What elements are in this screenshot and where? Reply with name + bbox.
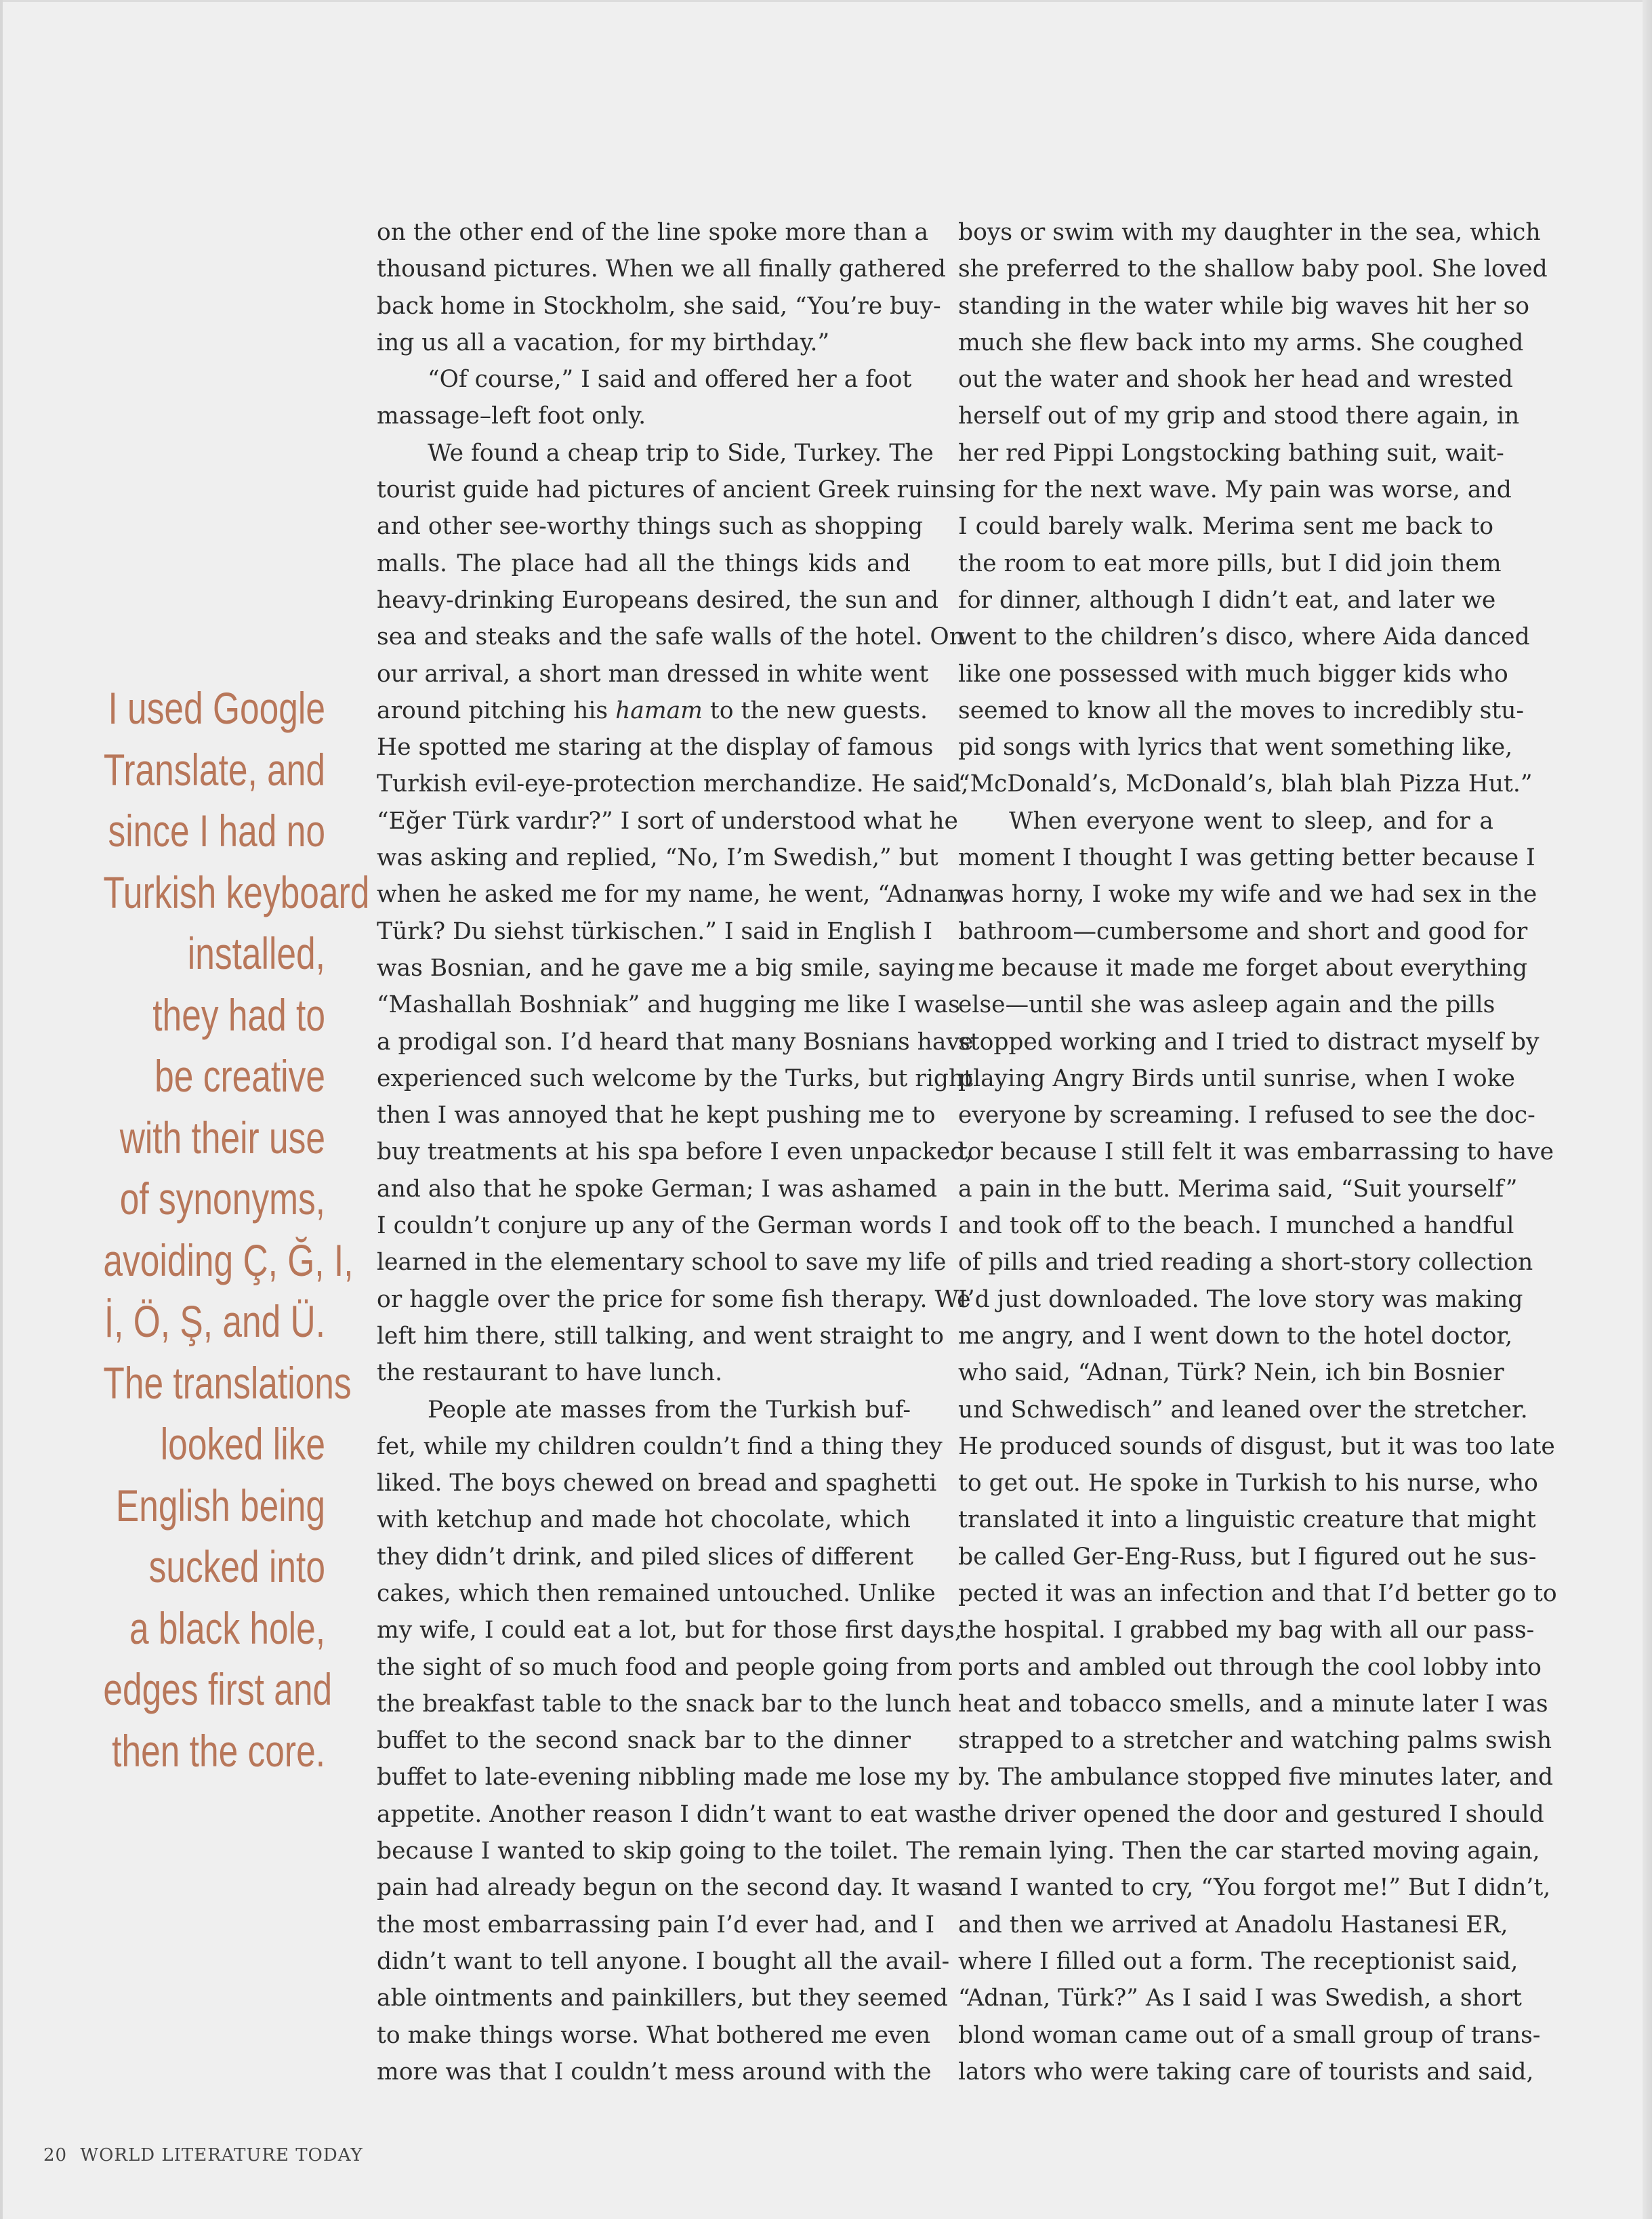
text-line: out the water and shook her head and wrested: [958, 366, 1514, 394]
text-line: more was that I couldn’t mess around with the: [377, 2058, 932, 2086]
text-line: He produced sounds of disgust, but it was too late: [958, 1432, 1555, 1460]
text-line: the sight of so much food and people going from: [377, 1653, 953, 1681]
text-line: ports and ambled out through the cool lobby into: [958, 1653, 1542, 1681]
text-line: fet, while my children couldn’t find a thing they: [377, 1432, 943, 1460]
text-line: where I filled out a form. The receptionist said,: [958, 1947, 1519, 1975]
text-line: sea and steaks and the safe walls of the hotel. On: [377, 623, 964, 651]
text-line: was horny, I woke my wife and we had sex in the: [958, 881, 1537, 909]
text-line: blond woman came out of a small group of trans-: [958, 2021, 1541, 2049]
text-line: was Bosnian, and he gave me a big smile, saying: [377, 954, 955, 982]
text-line: the room to eat more pills, but I did join them: [958, 549, 1502, 577]
text-line: a prodigal son. I’d heard that many Bosnians have: [377, 1028, 974, 1056]
text-line: translated it into a linguistic creature that might: [958, 1506, 1536, 1534]
text-line: left him there, still talking, and went straight to: [377, 1322, 944, 1350]
pull-quote-line: of synonyms,: [119, 1174, 325, 1224]
text-line: thousand pictures. When we all finally gathered: [377, 255, 946, 283]
pull-quote-line: with their use: [119, 1112, 326, 1163]
page-number: 20: [43, 2145, 68, 2165]
text-line: bathroom—cumbersome and short and good for: [958, 917, 1528, 945]
text-line: our arrival, a short man dressed in white went: [377, 660, 929, 688]
text-line: for dinner, although I didn’t eat, and later we: [958, 586, 1496, 614]
pull-quote-line: İ, Ö, Ş, and Ü.: [104, 1296, 325, 1346]
text-line: and I wanted to cry, “You forgot me!” But I didn’t,: [958, 1874, 1551, 1902]
pull-quote-line: Turkish keyboard: [103, 867, 370, 917]
text-segment: to the new guests.: [702, 697, 928, 724]
text-line: of pills and tried reading a short-story collection: [958, 1249, 1533, 1277]
text-line: When everyone went to sleep, and for a: [1009, 807, 1493, 835]
pull-quote-line: avoiding Ç, Ğ, I,: [103, 1235, 354, 1285]
pull-quote-line: they had to: [152, 989, 325, 1040]
text-line: the hospital. I grabbed my bag with all our pass-: [958, 1617, 1535, 1644]
text-line: else—until she was asleep again and the pills: [958, 991, 1495, 1019]
text-line: “Mashallah Boshniak” and hugging me like I was: [377, 991, 960, 1019]
text-line: Türk? Du siehst türkischen.” I said in English I: [377, 917, 933, 945]
page-edge-left: [0, 0, 3, 2219]
text-line: malls. The place had all the things kids and: [377, 549, 911, 577]
text-line: tor because I still felt it was embarrassing to have: [958, 1138, 1554, 1166]
text-line: buffet to late-evening nibbling made me lose my: [377, 1764, 949, 1791]
text-line: buy treatments at his spa before I even unpacked,: [377, 1138, 973, 1166]
text-line: everyone by screaming. I refused to see the doc-: [958, 1102, 1535, 1129]
text-line: her red Pippi Longstocking bathing suit, wait-: [958, 439, 1504, 467]
text-line: the breakfast table to the snack bar to the lunch: [377, 1690, 951, 1718]
text-line: People ate masses from the Turkish buf-: [428, 1396, 911, 1424]
italic-word: hamam: [615, 697, 703, 724]
pull-quote-line: English being: [115, 1480, 325, 1531]
text-line: und Schwedisch” and leaned over the stretcher.: [958, 1396, 1528, 1424]
text-line: standing in the water while big waves hit her so: [958, 292, 1529, 320]
text-line: moment I thought I was getting better because I: [958, 844, 1535, 872]
text-line: with ketchup and made hot chocolate, which: [377, 1506, 911, 1534]
text-line: who said, “Adnan, Türk? Nein, ich bin Bosnier: [958, 1359, 1504, 1387]
text-line: cakes, which then remained untouched. Unlike: [377, 1579, 936, 1607]
text-line: We found a cheap trip to Side, Turkey. The: [428, 439, 934, 467]
text-line: and then we arrived at Anadolu Hastanesi ER,: [958, 1911, 1508, 1938]
text-line: and took off to the beach. I munched a handful: [958, 1212, 1514, 1240]
pull-quote-line: a black hole,: [129, 1602, 325, 1653]
text-line: tourist guide had pictures of ancient Greek ruins: [377, 476, 958, 504]
text-line: by. The ambulance stopped five minutes later, and: [958, 1764, 1554, 1791]
text-line: went to the children’s disco, where Aida danced: [958, 623, 1530, 651]
publication-name: WORLD LITERATURE TODAY: [80, 2145, 363, 2165]
text-line: pain had already begun on the second day. It was: [377, 1874, 963, 1902]
body-column-left: [377, 214, 974, 2090]
page-footer: [43, 2145, 363, 2165]
text-line: appetite. Another reason I didn’t want to eat was: [377, 1800, 961, 1828]
text-line: me because it made me forget about everything: [958, 954, 1528, 982]
text-line: playing Angry Birds until sunrise, when I woke: [958, 1064, 1515, 1092]
text-line: heavy-drinking Europeans desired, the sun and: [377, 586, 939, 614]
pull-quote-line: installed,: [187, 928, 325, 978]
text-line: didn’t want to tell anyone. I bought all the avail-: [377, 1947, 950, 1975]
body-column-right: [958, 214, 1557, 2090]
text-line: herself out of my grip and stood there again, in: [958, 402, 1520, 430]
text-line: the most embarrassing pain I’d ever had, and I: [377, 1911, 935, 1938]
text-line: and also that he spoke German; I was ashamed: [377, 1175, 938, 1203]
pull-quote-line: looked like: [160, 1419, 325, 1469]
text-line: liked. The boys chewed on bread and spaghetti: [377, 1470, 937, 1497]
text-line: buffet to the second snack bar to the dinner: [377, 1727, 911, 1755]
text-line: strapped to a stretcher and watching palms swish: [958, 1727, 1552, 1755]
pull-quote: [103, 678, 370, 1781]
text-line: she preferred to the shallow baby pool. She loved: [958, 255, 1548, 283]
text-line: heat and tobacco smells, and a minute later I was: [958, 1690, 1548, 1718]
pull-quote-line: be creative: [154, 1051, 325, 1101]
page-edge-right: [1643, 0, 1652, 2219]
page-edge-top: [0, 0, 1652, 2]
text-line: they didn’t drink, and piled slices of different: [377, 1543, 914, 1571]
text-line: Turkish evil-eye-protection merchandize. He said,: [377, 770, 969, 798]
text-line: ing us all a vacation, for my birthday.”: [377, 329, 830, 356]
text-line: on the other end of the line spoke more than a: [377, 219, 929, 246]
pull-quote-line: edges first and: [103, 1664, 333, 1714]
text-line: stopped working and I tried to distract myself by: [958, 1028, 1540, 1056]
text-line: learned in the elementary school to save my life: [377, 1249, 947, 1277]
text-line: like one possessed with much bigger kids who: [958, 660, 1508, 688]
text-line: I couldn’t conjure up any of the German words I: [377, 1212, 949, 1240]
text-line: lators who were taking care of tourists and said,: [958, 2058, 1534, 2086]
text-line: “McDonald’s, McDonald’s, blah blah Pizza Hut.”: [958, 770, 1533, 798]
text-line: because I wanted to skip going to the toilet. The: [377, 1838, 951, 1865]
pull-quote-line: I used Google: [108, 683, 325, 733]
text-line: boys or swim with my daughter in the sea, which: [958, 219, 1541, 246]
text-line: then I was annoyed that he kept pushing me to: [377, 1102, 936, 1129]
text-line: when he asked me for my name, he went, “Adnan,: [377, 881, 970, 909]
text-line: my wife, I could eat a lot, but for those first days,: [377, 1617, 962, 1644]
text-line: the driver opened the door and gestured I should: [958, 1800, 1544, 1828]
text-line: the restaurant to have lunch.: [377, 1359, 723, 1387]
text-line: and other see-worthy things such as shopping: [377, 513, 924, 541]
text-line: ing for the next wave. My pain was worse, and: [958, 476, 1512, 504]
text-line: able ointments and painkillers, but they seemed: [377, 1985, 948, 2012]
text-line: to make things worse. What bothered me even: [377, 2021, 931, 2049]
text-line: “Adnan, Türk?” As I said I was Swedish, a short: [958, 1985, 1522, 2012]
text-line: me angry, and I went down to the hotel doctor,: [958, 1322, 1513, 1350]
text-line: much she flew back into my arms. She coughed: [958, 329, 1524, 356]
text-line: [377, 692, 928, 729]
text-line: be called Ger-Eng-Russ, but I figured out he sus-: [958, 1543, 1537, 1571]
text-line: a pain in the butt. Merima said, “Suit yourself”: [958, 1175, 1518, 1203]
text-line: pected it was an infection and that I’d better go to: [958, 1579, 1557, 1607]
text-line: massage–left foot only.: [377, 402, 646, 430]
text-line: pid songs with lyrics that went something like,: [958, 734, 1513, 762]
text-line: was asking and replied, “No, I’m Swedish,” but: [377, 844, 938, 872]
text-line: “Of course,” I said and offered her a foot: [428, 366, 912, 394]
text-line: I’d just downloaded. The love story was making: [958, 1285, 1523, 1313]
text-line: remain lying. Then the car started moving again,: [958, 1838, 1540, 1865]
pull-quote-line: then the core.: [112, 1725, 326, 1776]
text-segment: around pitching his: [377, 697, 616, 724]
text-line: seemed to know all the moves to incredibly stu-: [958, 697, 1525, 724]
pull-quote-line: Translate, and: [103, 744, 325, 795]
text-line: to get out. He spoke in Turkish to his nurse, who: [958, 1470, 1538, 1497]
text-line: experienced such welcome by the Turks, but right: [377, 1064, 974, 1092]
pull-quote-line: since I had no: [108, 806, 325, 856]
text-line: back home in Stockholm, she said, “You’re buy-: [377, 292, 941, 320]
pull-quote-line: sucked into: [148, 1541, 325, 1592]
text-line: or haggle over the price for some fish therapy. We: [377, 1285, 971, 1313]
text-line: I could barely walk. Merima sent me back to: [958, 513, 1493, 541]
text-line: “Eğer Türk vardır?” I sort of understood what he: [377, 807, 958, 835]
text-line: He spotted me staring at the display of famous: [377, 734, 934, 762]
pull-quote-line: The translations: [103, 1357, 352, 1408]
